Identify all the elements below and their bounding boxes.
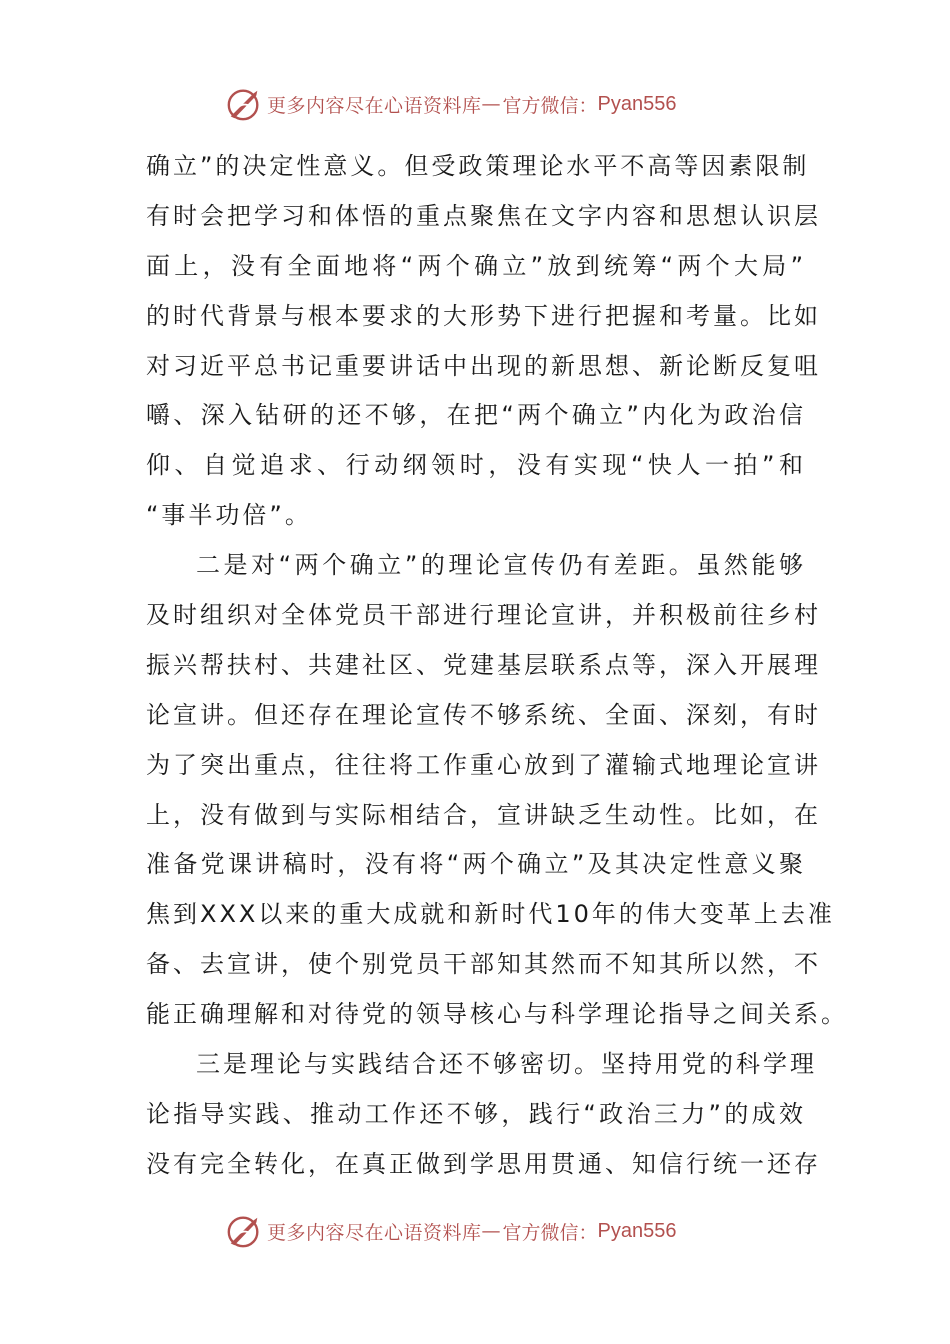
text-line: 仰、自觉追求、行动纲领时，没有实现“快人一拍”和 [146,451,806,480]
wechat-id: Pyan556 [597,92,677,115]
text-line: 能正确理解和对待党的领导核心与科学理论指导之间关系。 [146,1000,848,1029]
text-line: 二是对“两个确立”的理论宣传仍有差距。虽然能够 [196,551,806,580]
banner-text: 更多内容尽在心语资料库 [267,94,482,117]
text-line: 三是理论与实践结合还不够密切。坚持用党的科学理 [196,1050,817,1079]
text-line: 面上，没有全面地将“两个确立”放到统筹“两个大局” [146,251,806,280]
text-line: 备、去宣讲，使个别党员干部知其然而不知其所以然，不 [146,950,821,979]
text-line: 对习近平总书记重要讲话中出现的新思想、新论断反复咀 [146,351,821,380]
document-body [146,142,848,1190]
text-line: 为了突出重点，往往将工作重心放到了灌输式地理论宣讲 [146,750,821,779]
text-line: “事半功倍”。 [146,501,312,530]
paragraph-3 [146,1040,821,1190]
text-line: 上，没有做到与实际相结合，宣讲缺乏生动性。比如，在 [146,800,821,829]
pen-logo-icon [225,1212,263,1250]
text-line: 论指导实践、推动工作还不够，践行“政治三力”的成效 [146,1099,806,1128]
paragraph-2 [146,541,848,1040]
text-line: 准备党课讲稿时，没有将“两个确立”及其决定性意义聚 [146,850,806,879]
text-line: 焦到XXX以来的重大成就和新时代10年的伟大变革上去准 [146,900,835,929]
text-line: 没有完全转化，在真正做到学思用贯通、知信行统一还存 [146,1149,821,1178]
header-banner [225,84,745,124]
banner-separator: — [481,93,501,115]
paragraph-1 [146,142,821,541]
text-line: 确立”的决定性意义。但受政策理论水平不高等因素限制 [146,152,810,180]
text-line: 的时代背景与根本要求的大形势下进行把握和考量。比如 [146,301,821,330]
text-line: 论宣讲。但还存在理论宣传不够系统、全面、深刻，有时 [146,700,821,729]
text-line: 有时会把学习和体悟的重点聚焦在文字内容和思想认识层 [146,201,821,230]
text-line: 振兴帮扶村、共建社区、党建基层联系点等，深入开展理 [146,650,821,679]
text-line: 嚼、深入钻研的还不够，在把“两个确立”内化为政治信 [146,401,806,430]
wechat-label: 官方微信： [502,1221,598,1244]
wechat-id: Pyan556 [597,1219,677,1242]
banner-text: 更多内容尽在心语资料库 [267,1221,482,1244]
footer-banner [225,1211,745,1251]
wechat-label: 官方微信： [502,94,598,117]
banner-separator: — [481,1220,501,1242]
pen-logo-icon [225,85,263,123]
text-line: 及时组织对全体党员干部进行理论宣讲，并积极前往乡村 [146,601,821,630]
